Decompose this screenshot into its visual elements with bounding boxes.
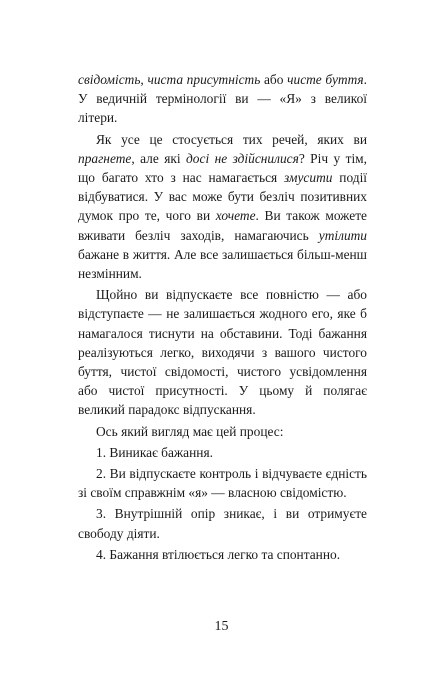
text-run: чиста присутність <box>147 72 261 87</box>
text-run: 2. Ви відпускаєте контроль і відчуваєте єдність зі своїм справжнім «я» — власною свідомістю. <box>78 466 367 501</box>
text-run: . У ведичній термінології ви — «Я» з великої літери. <box>78 72 368 126</box>
text-run: 3. Внутрішній опір зникає, і ви отримуєте свободу діяти. <box>78 506 367 541</box>
paragraph-3 <box>78 285 367 419</box>
text-run: або <box>260 72 288 87</box>
list-item-4 <box>78 545 367 564</box>
text-run: ? Річ у тім, що багато хто з нас намагається <box>78 150 368 186</box>
list-item-2 <box>78 464 367 502</box>
text-run: змусити <box>284 170 333 186</box>
paragraph-2 <box>78 130 367 284</box>
text-run: . Ви також можете вживати безліч заходів, намагаючись <box>78 208 367 243</box>
text-run: , <box>140 72 148 87</box>
text-run: Ось який вигляд має цей процес: <box>96 423 284 439</box>
text-run: 4. Бажання втілюється легко та спонтанно. <box>96 546 341 562</box>
page-body <box>78 70 367 564</box>
list-item-1 <box>78 443 367 462</box>
text-run: прагнете <box>78 150 132 166</box>
page-number: 15 <box>214 619 229 634</box>
text-run: події відбуватися. У вас може бути безліч позитивних думок про те, чого ви <box>78 170 368 224</box>
text-run: Як усе це стосується тих речей, яких ви <box>96 131 367 147</box>
list-item-3 <box>78 504 367 542</box>
text-run: свідомість <box>78 72 141 87</box>
text-run: , але які <box>131 150 187 166</box>
text-run: бажане в життя. Але все залишається більш-менш незмінним. <box>78 246 367 282</box>
paragraph-4 <box>78 422 367 441</box>
text-run: утілити <box>318 227 367 243</box>
text-run: досі не здійснилися <box>186 150 299 166</box>
paragraph-1 <box>78 70 367 128</box>
text-run: чисте буття <box>287 72 364 87</box>
text-run: Щойно ви відпускаєте все повністю — або відступаєте — не залишається жодного его, яке б намагалося тиснути на обставини. Тоді бажання реалізуються легко, виходячи з вашого чистого буття, чистої свідомості, чистого усвідомлення або чистої присутності. У цьому й полягає великий парадокс відпускання. <box>78 287 367 418</box>
text-run: 1. Виникає бажання. <box>96 444 213 460</box>
text-run: хочете <box>215 208 256 224</box>
